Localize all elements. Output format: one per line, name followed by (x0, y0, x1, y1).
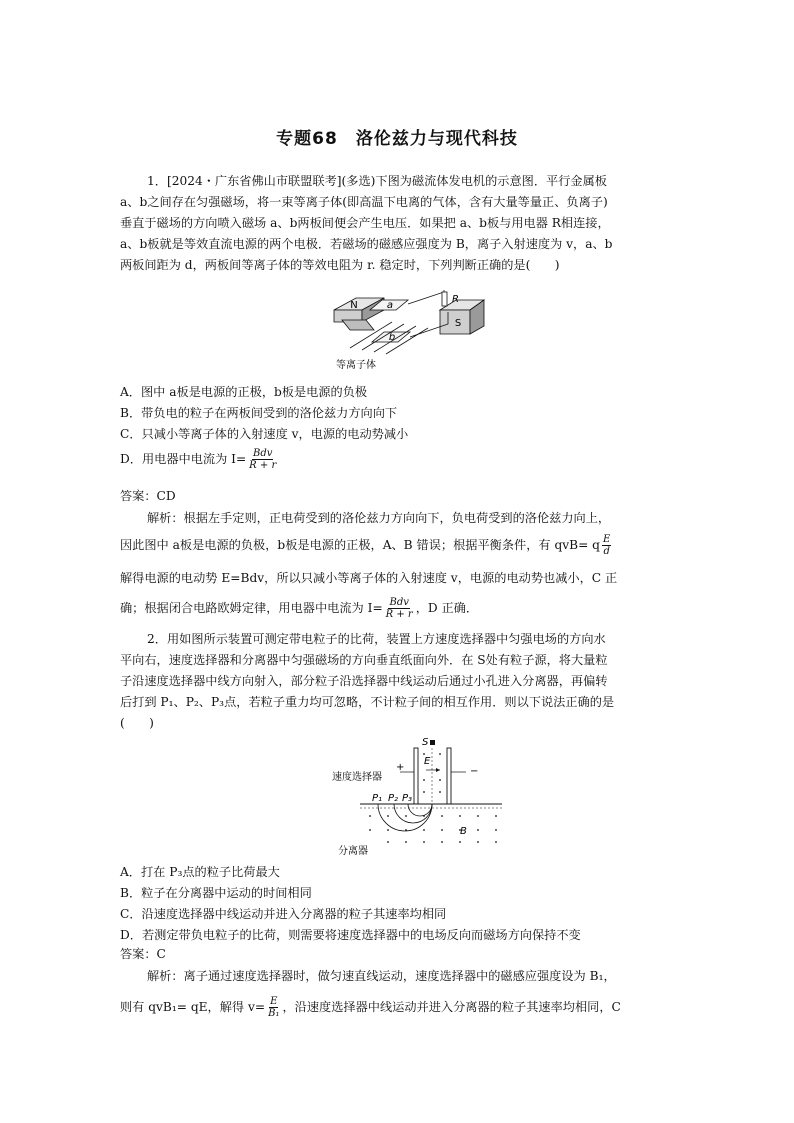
q1-line-2: a、b之间存在匀强磁场，将一束等离子体(即高温下电离的气体，含有大量等量正、负离子) (120, 195, 608, 209)
q2-answer: 答案：C (120, 947, 166, 961)
source-s-label: S (422, 737, 429, 748)
q1-analysis-line-1: 解析：根据左手定则，正电荷受到的洛伦兹力方向向下，负电荷受到的洛伦兹力向上， (147, 511, 611, 525)
q1-analysis-fraction-1: $\frac{E}{d}$ (602, 534, 611, 557)
q2-line-1: 2．用如图所示装置可测定带电粒子的比荷，装置上方速度选择器中匀强电场的方向水 (147, 632, 606, 646)
mass-spectrometer-figure (330, 734, 510, 860)
field-b-label: B (460, 826, 467, 837)
q1-analysis-line-4: 确；根据闭合电路欧姆定律，用电器中电流为 I= $\frac{\text{Bdv}}{R + r}$ ，D 正确． (120, 597, 479, 620)
q1-line-1: 1．[2024・广东省佛山市联盟联考](多选)下图为磁流体发电机的示意图．平行金属板 (147, 174, 607, 188)
separator-label: 分离器 (338, 846, 368, 857)
q2-line-5: ( ) (120, 716, 154, 730)
q1-option-c: C．只减小等离子体的入射速度 v，电源的电动势减小 (120, 427, 409, 441)
q1-option-b: B．带负电的粒子在两板间受到的洛伦兹力方向向下 (120, 406, 398, 420)
p1-label: P₁ (372, 793, 383, 804)
q2-option-a: A．打在 P₃点的粒子比荷最大 (120, 865, 280, 879)
q2-line-3: 子沿速度选择器中线方向射入，部分粒子沿选择器中线运动后通过小孔进入分离器，再偏转 (120, 674, 608, 688)
q1-option-d (120, 448, 680, 471)
plate-b-label: b (388, 332, 396, 343)
plasma-label: 等离子体 (336, 360, 376, 371)
minus-terminal: − (470, 766, 479, 777)
plate-a-label: a (386, 300, 394, 311)
q1-option-d-fraction: $\frac{\text{Bdv}}{R + r}$ (249, 448, 277, 471)
q1-option-a: A．图中 a板是电源的正极，b板是电源的负极 (120, 385, 368, 399)
plus-terminal: + (396, 762, 405, 773)
n-pole-label: N (350, 300, 358, 311)
velocity-selector-label: 速度选择器 (332, 772, 382, 783)
q2-option-c: C．沿速度选择器中线运动并进入分离器的粒子其速率均相同 (120, 907, 447, 921)
q1-answer: 答案：CD (120, 489, 176, 503)
q1-line-3: 垂直于磁场的方向喷入磁场 a、b两板间便会产生电压．如果把 a、b板与用电器 R相连接， (120, 216, 610, 230)
q1-analysis-line-3: 解得电源的电动势 E=Bdv，所以只减小等离子体的入射速度 v，电源的电动势也减小，C 正 (120, 571, 618, 585)
field-e-label: E (424, 756, 431, 767)
q1-line-4: a、b板就是等效直流电源的两个电极．若磁场的磁感应强度为 B，离子入射速度为 v，a、b (120, 237, 613, 251)
mhd-generator-figure (322, 282, 502, 374)
page-title: 专题68 洛伦兹力与现代科技 (276, 129, 518, 149)
q2-analysis-line-1: 解析：离子通过速度选择器时，做匀速直线运动，速度选择器中的磁感应强度设为 B₁， (147, 969, 616, 983)
q2-line-2: 平向右，速度选择器和分离器中匀强磁场的方向垂直纸面向外．在 S处有粒子源，将大量粒 (120, 653, 608, 667)
s-pole-label: S (454, 318, 462, 329)
q1-analysis-line-2: 因此图中 a板是电源的负极，b板是电源的正极，A、B 错误；根据平衡条件，有 qvB= q $\frac{E}{d}$ (120, 534, 611, 557)
p2-label: P₂ (388, 793, 399, 804)
q1-option-d-text: D．用电器中电流为 I= (120, 452, 247, 466)
q2-line-4: 后打到 P₁、P₂、P₃点，若粒子重力均可忽略，不计粒子间的相互作用．则以下说法正确的是 (120, 695, 615, 709)
q2-option-d: D．若测定带负电粒子的比荷，则需要将速度选择器中的电场反向而磁场方向保持不变 (120, 928, 581, 942)
q1-analysis-fraction-2: $\frac{\text{Bdv}}{R + r}$ (385, 597, 413, 620)
q1-line-5: 两板间距为 d，两板间等离子体的等效电阻为 r. 稳定时，下列判断正确的是( ) (120, 258, 560, 272)
q2-analysis-line-2: 则有 qvB₁= qE，解得 v= $\frac{E}{\text{B₁}}$ ，沿速度选择器中线运动并进入分离器的粒子其速率均相同，C (120, 996, 621, 1019)
p3-label: P₃ (402, 793, 413, 804)
resistor-label: R (452, 294, 459, 305)
q2-option-b: B．粒子在分离器中运动的时间相同 (120, 886, 312, 900)
q2-analysis-fraction: $\frac{E}{\text{B₁}}$ (268, 996, 280, 1019)
